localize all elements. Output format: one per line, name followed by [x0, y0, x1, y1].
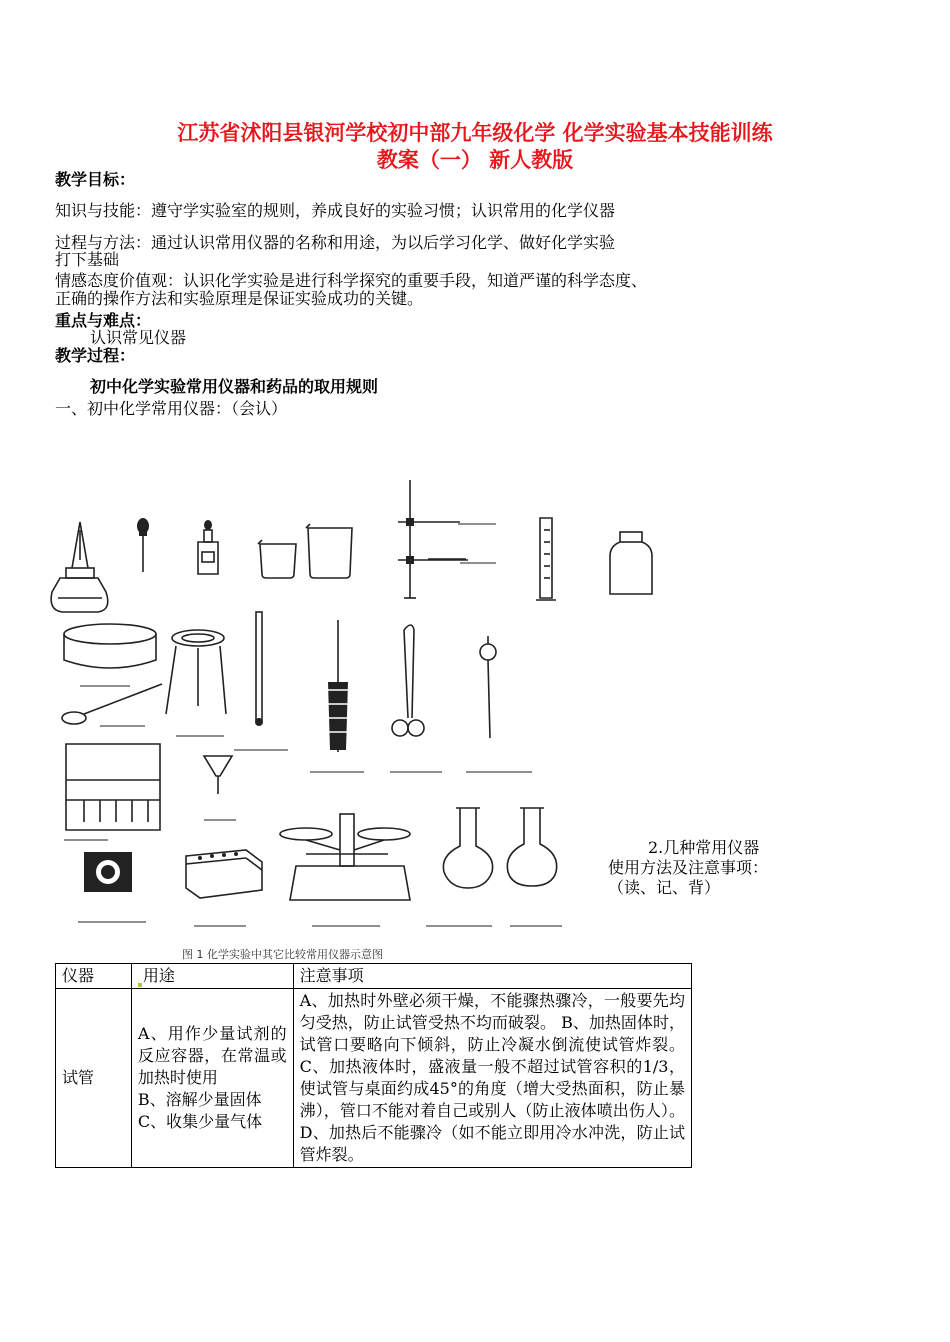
document-title-line2: 教案（一） 新人教版 — [376, 147, 574, 172]
goal-process-line1: 过程与方法：通过认识常用仪器的名称和用途，为以后学习化学、做好化学实验 — [55, 233, 616, 252]
reagent-box-icon — [186, 850, 262, 898]
instrument-figure — [0, 470, 950, 960]
table-header-row — [56, 964, 692, 989]
key-heading: 重点与难点： — [55, 311, 152, 330]
table-header-instrument: 仪器 — [56, 964, 132, 989]
medicine-spoon-icon — [62, 684, 162, 724]
goal-emotion-line1: 情感态度价值观：认识化学实验是进行科学探究的重要手段，知道严谨的科学态度、 — [55, 271, 648, 290]
funnel-icon — [204, 756, 232, 794]
table-cell-instrument: 试管 — [56, 989, 132, 1168]
side-note-line2: 使用方法及注意事项： — [608, 858, 769, 877]
table-header-usage-label: 用途 — [142, 966, 175, 985]
dropping-bottle-icon — [198, 520, 218, 574]
table-cell-usage: A、用作少量试剂的反应容器，在常温或加热时使用 B、溶解少量固体 C、收集少量气体 — [131, 989, 293, 1168]
alcohol-lamp-icon — [51, 522, 108, 612]
section-title: 初中化学实验常用仪器和药品的取用规则 — [90, 377, 379, 396]
dropper-icon — [137, 518, 149, 572]
graduated-cylinder-icon — [536, 518, 556, 600]
iron-stand-icon — [398, 480, 468, 598]
key-content: 认识常见仪器 — [90, 328, 187, 347]
glass-bulb-rod-icon — [480, 636, 496, 738]
thermometer-icon — [255, 612, 263, 726]
marker-dot-icon — [138, 983, 142, 987]
goals-heading: 教学目标： — [55, 170, 136, 189]
instrument-table — [55, 963, 692, 1168]
section-one-heading: 一、初中化学常用仪器：（会认） — [55, 399, 288, 418]
figure-caption: 图 1 化学实验中其它比较常用仪器示意图 — [182, 948, 383, 961]
crystallizing-dish-icon — [64, 624, 156, 668]
side-note-line1: 2.几种常用仪器 — [648, 838, 760, 857]
flat-bottom-flask-icon — [507, 808, 556, 886]
reagent-bottle-icon — [610, 532, 652, 594]
goal-emotion-line2: 正确的操作方法和实验原理是保证实验成功的关键。 — [55, 289, 424, 308]
wire-gauze-icon — [84, 852, 132, 892]
side-note-line3: （读、记、背） — [608, 878, 721, 897]
test-tube-rack-icon — [66, 744, 160, 830]
balance-scale-icon — [280, 814, 410, 900]
tripod-icon — [166, 630, 226, 714]
goal-process-line2: 打下基础 — [55, 250, 120, 269]
table-cell-notes: A、加热时外壁必须干燥，不能骤热骤冷，一般要先均匀受热，防止试管受热不均而破裂。 B、加热固体时，试管口要略向下倾斜，防止冷凝水倒流使试管炸裂。 C、加热液体时，盛液量一般不超过试管容积的1/3，使试管与桌面约成45°的角度（增大受热面积，防止暴沸），管口不能对着自己或别人（防止液体喷出伤人）。 D、加热后不能骤冷（如不能立即用冷水冲洗，防止试管炸裂。 — [293, 989, 691, 1168]
table-header-usage — [131, 964, 293, 989]
large-beaker-icon — [306, 524, 352, 578]
document-title-line1: 江苏省沭阳县银河学校初中部九年级化学 化学实验基本技能训练 — [177, 120, 773, 145]
table-header-notes: 注意事项 — [293, 964, 691, 989]
test-tube-brush-icon — [324, 620, 352, 752]
table-row — [56, 989, 692, 1168]
small-beaker-icon — [258, 540, 296, 578]
goal-knowledge: 知识与技能：遵守学实验室的规则，养成良好的实验习惯；认识常用的化学仪器 — [55, 201, 616, 220]
crucible-tongs-icon — [392, 625, 424, 736]
round-bottom-flask-icon — [443, 808, 492, 888]
process-heading: 教学过程： — [55, 346, 136, 365]
